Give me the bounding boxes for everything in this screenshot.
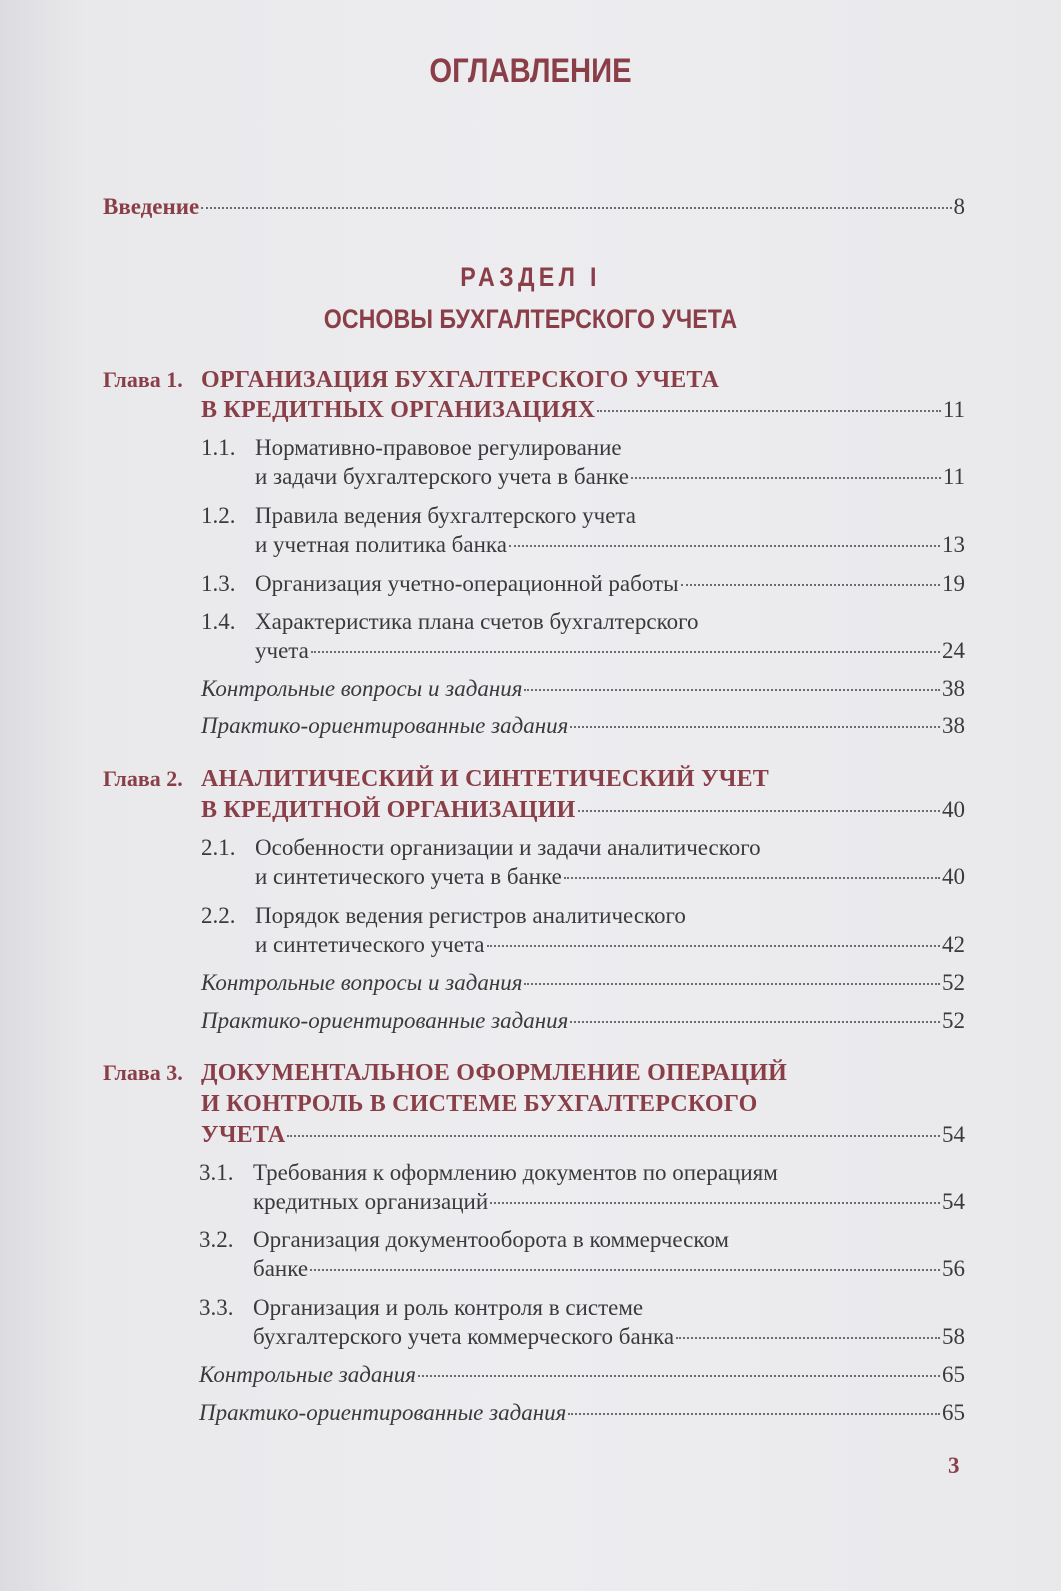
- toc-page-number: 19: [942, 571, 965, 596]
- extra-label: Практико-ориентированные задания: [201, 1008, 569, 1033]
- toc-intro-row[interactable]: [103, 192, 965, 222]
- chapter-label: Глава 2.: [103, 766, 183, 791]
- chapter-title-line: В КРЕДИТНОЙ ОРГАНИЗАЦИИ: [201, 797, 576, 823]
- toc-page-number: 13: [942, 532, 965, 557]
- item-title-line: Особенности организации и задачи аналитического: [255, 835, 761, 860]
- dot-leader: [487, 945, 941, 947]
- dot-leader: [509, 545, 940, 547]
- dot-leader: [201, 207, 951, 209]
- toc-page-number: 38: [942, 676, 965, 701]
- dot-leader: [570, 1021, 940, 1023]
- toc-page-number: 40: [942, 797, 965, 822]
- item-title-line: и синтетического учета: [255, 932, 485, 957]
- chapter-title-line: УЧЕТА: [201, 1122, 286, 1148]
- dot-leader: [597, 410, 941, 412]
- item-title-line: Организация документооборота в коммерческом: [253, 1227, 729, 1252]
- toc-page-number: 65: [942, 1362, 965, 1387]
- chapter-title-line: АНАЛИТИЧЕСКИЙ И СИНТЕТИЧЕСКИЙ УЧЕТ: [201, 766, 770, 792]
- dot-leader: [631, 477, 941, 479]
- toc-item-row[interactable]: [253, 1187, 965, 1217]
- item-number: 2.1.: [201, 835, 236, 860]
- toc-item-row[interactable]: [255, 636, 965, 666]
- toc-extra-row[interactable]: [201, 711, 965, 741]
- toc-page-number: 58: [942, 1324, 965, 1349]
- toc-item-row[interactable]: [255, 462, 965, 492]
- toc-item-row[interactable]: [255, 530, 965, 560]
- item-title-line: кредитных организаций: [253, 1189, 489, 1214]
- chapter-label: Глава 1.: [103, 367, 183, 392]
- dot-leader: [524, 689, 940, 691]
- toc-chapter-row[interactable]: [201, 795, 965, 825]
- chapter-label: Глава 3.: [103, 1060, 183, 1085]
- toc-page-number: 54: [942, 1189, 965, 1214]
- toc-page-number: 56: [942, 1256, 965, 1281]
- dot-leader: [568, 1413, 940, 1415]
- item-number: 1.2.: [201, 503, 236, 528]
- toc-item-row[interactable]: [253, 1254, 965, 1284]
- toc-page-number: 54: [942, 1122, 965, 1147]
- chapter-title-line: И КОНТРОЛЬ В СИСТЕМЕ БУХГАЛТЕРСКОГО: [201, 1091, 758, 1117]
- toc-item-row[interactable]: [253, 1322, 965, 1352]
- toc-page-number: 11: [942, 397, 965, 422]
- dot-leader: [524, 983, 940, 985]
- extra-label: Практико-ориентированные задания: [199, 1400, 567, 1425]
- item-title-line: Организация и роль контроля в системе: [253, 1295, 644, 1320]
- toc-extra-row[interactable]: [199, 1398, 965, 1428]
- item-title-line: бухгалтерского учета коммерческого банка: [253, 1324, 675, 1349]
- toc-extra-row[interactable]: [201, 968, 965, 998]
- item-number: 1.4.: [201, 609, 236, 634]
- toc-page-number: 11: [942, 464, 965, 489]
- dot-leader: [676, 1337, 940, 1339]
- page-folio: 3: [948, 1453, 960, 1478]
- item-title-line: Организация учетно-операционной работы: [255, 571, 679, 596]
- toc-extra-row[interactable]: [199, 1360, 965, 1390]
- item-title-line: Порядок ведения регистров аналитического: [255, 903, 686, 928]
- dot-leader: [311, 651, 940, 653]
- item-number: 2.2.: [201, 903, 236, 928]
- section-label: РАЗДЕЛ I: [460, 262, 601, 292]
- page-title: ОГЛАВЛЕНИЕ: [429, 52, 632, 90]
- dot-leader: [570, 726, 940, 728]
- item-number: 3.2.: [199, 1227, 234, 1252]
- item-title-line: Требования к оформлению документов по операциям: [253, 1160, 778, 1185]
- toc-item-row[interactable]: [255, 569, 965, 599]
- toc-page-number: 52: [942, 1008, 965, 1033]
- toc-page-number: 42: [942, 932, 965, 957]
- toc-chapter-row[interactable]: [201, 395, 965, 425]
- extra-label: Контрольные задания: [199, 1362, 416, 1387]
- dot-leader: [287, 1135, 940, 1137]
- dot-leader: [578, 810, 940, 812]
- chapter-title-line: ОРГАНИЗАЦИЯ БУХГАЛТЕРСКОГО УЧЕТА: [201, 367, 720, 393]
- toc-extra-row[interactable]: [201, 674, 965, 704]
- dot-leader: [490, 1202, 940, 1204]
- dot-leader: [418, 1375, 940, 1377]
- extra-label: Практико-ориентированные задания: [201, 713, 569, 738]
- toc-page-number: 38: [942, 713, 965, 738]
- item-title-line: Правила ведения бухгалтерского учета: [255, 503, 636, 528]
- extra-label: Контрольные вопросы и задания: [201, 970, 523, 995]
- item-number: 1.1.: [201, 435, 236, 460]
- item-title-line: Характеристика плана счетов бухгалтерского: [255, 609, 699, 634]
- toc-intro-label: Введение: [103, 194, 200, 219]
- toc-item-row[interactable]: [255, 862, 965, 892]
- toc-chapter-row[interactable]: [201, 1120, 965, 1150]
- toc-page-number: 24: [942, 638, 965, 663]
- toc-page-number: 52: [942, 970, 965, 995]
- section-title: ОСНОВЫ БУХГАЛТЕРСКОГО УЧЕТА: [323, 304, 738, 334]
- item-number: 3.1.: [199, 1160, 234, 1185]
- dot-leader: [681, 584, 940, 586]
- extra-label: Контрольные вопросы и задания: [201, 676, 523, 701]
- dot-leader: [310, 1269, 940, 1271]
- item-title-line: и синтетического учета в банке: [255, 864, 562, 889]
- toc-item-row[interactable]: [255, 930, 965, 960]
- item-number: 3.3.: [199, 1295, 234, 1320]
- toc-page-number: 65: [942, 1400, 965, 1425]
- item-title-line: учета: [255, 638, 309, 663]
- toc-page-number: 8: [953, 194, 965, 219]
- item-title-line: Нормативно-правовое регулирование: [255, 435, 622, 460]
- toc-page-number: 40: [942, 864, 965, 889]
- item-number: 1.3.: [201, 571, 236, 596]
- dot-leader: [564, 877, 940, 879]
- item-title-line: и учетная политика банка: [255, 532, 507, 557]
- chapter-title-line: В КРЕДИТНЫХ ОРГАНИЗАЦИЯХ: [201, 397, 596, 423]
- toc-extra-row[interactable]: [201, 1006, 965, 1036]
- chapter-title-line: ДОКУМЕНТАЛЬНОЕ ОФОРМЛЕНИЕ ОПЕРАЦИЙ: [201, 1060, 787, 1086]
- item-title-line: и задачи бухгалтерского учета в банке: [255, 464, 629, 489]
- item-title-line: банке: [253, 1256, 309, 1281]
